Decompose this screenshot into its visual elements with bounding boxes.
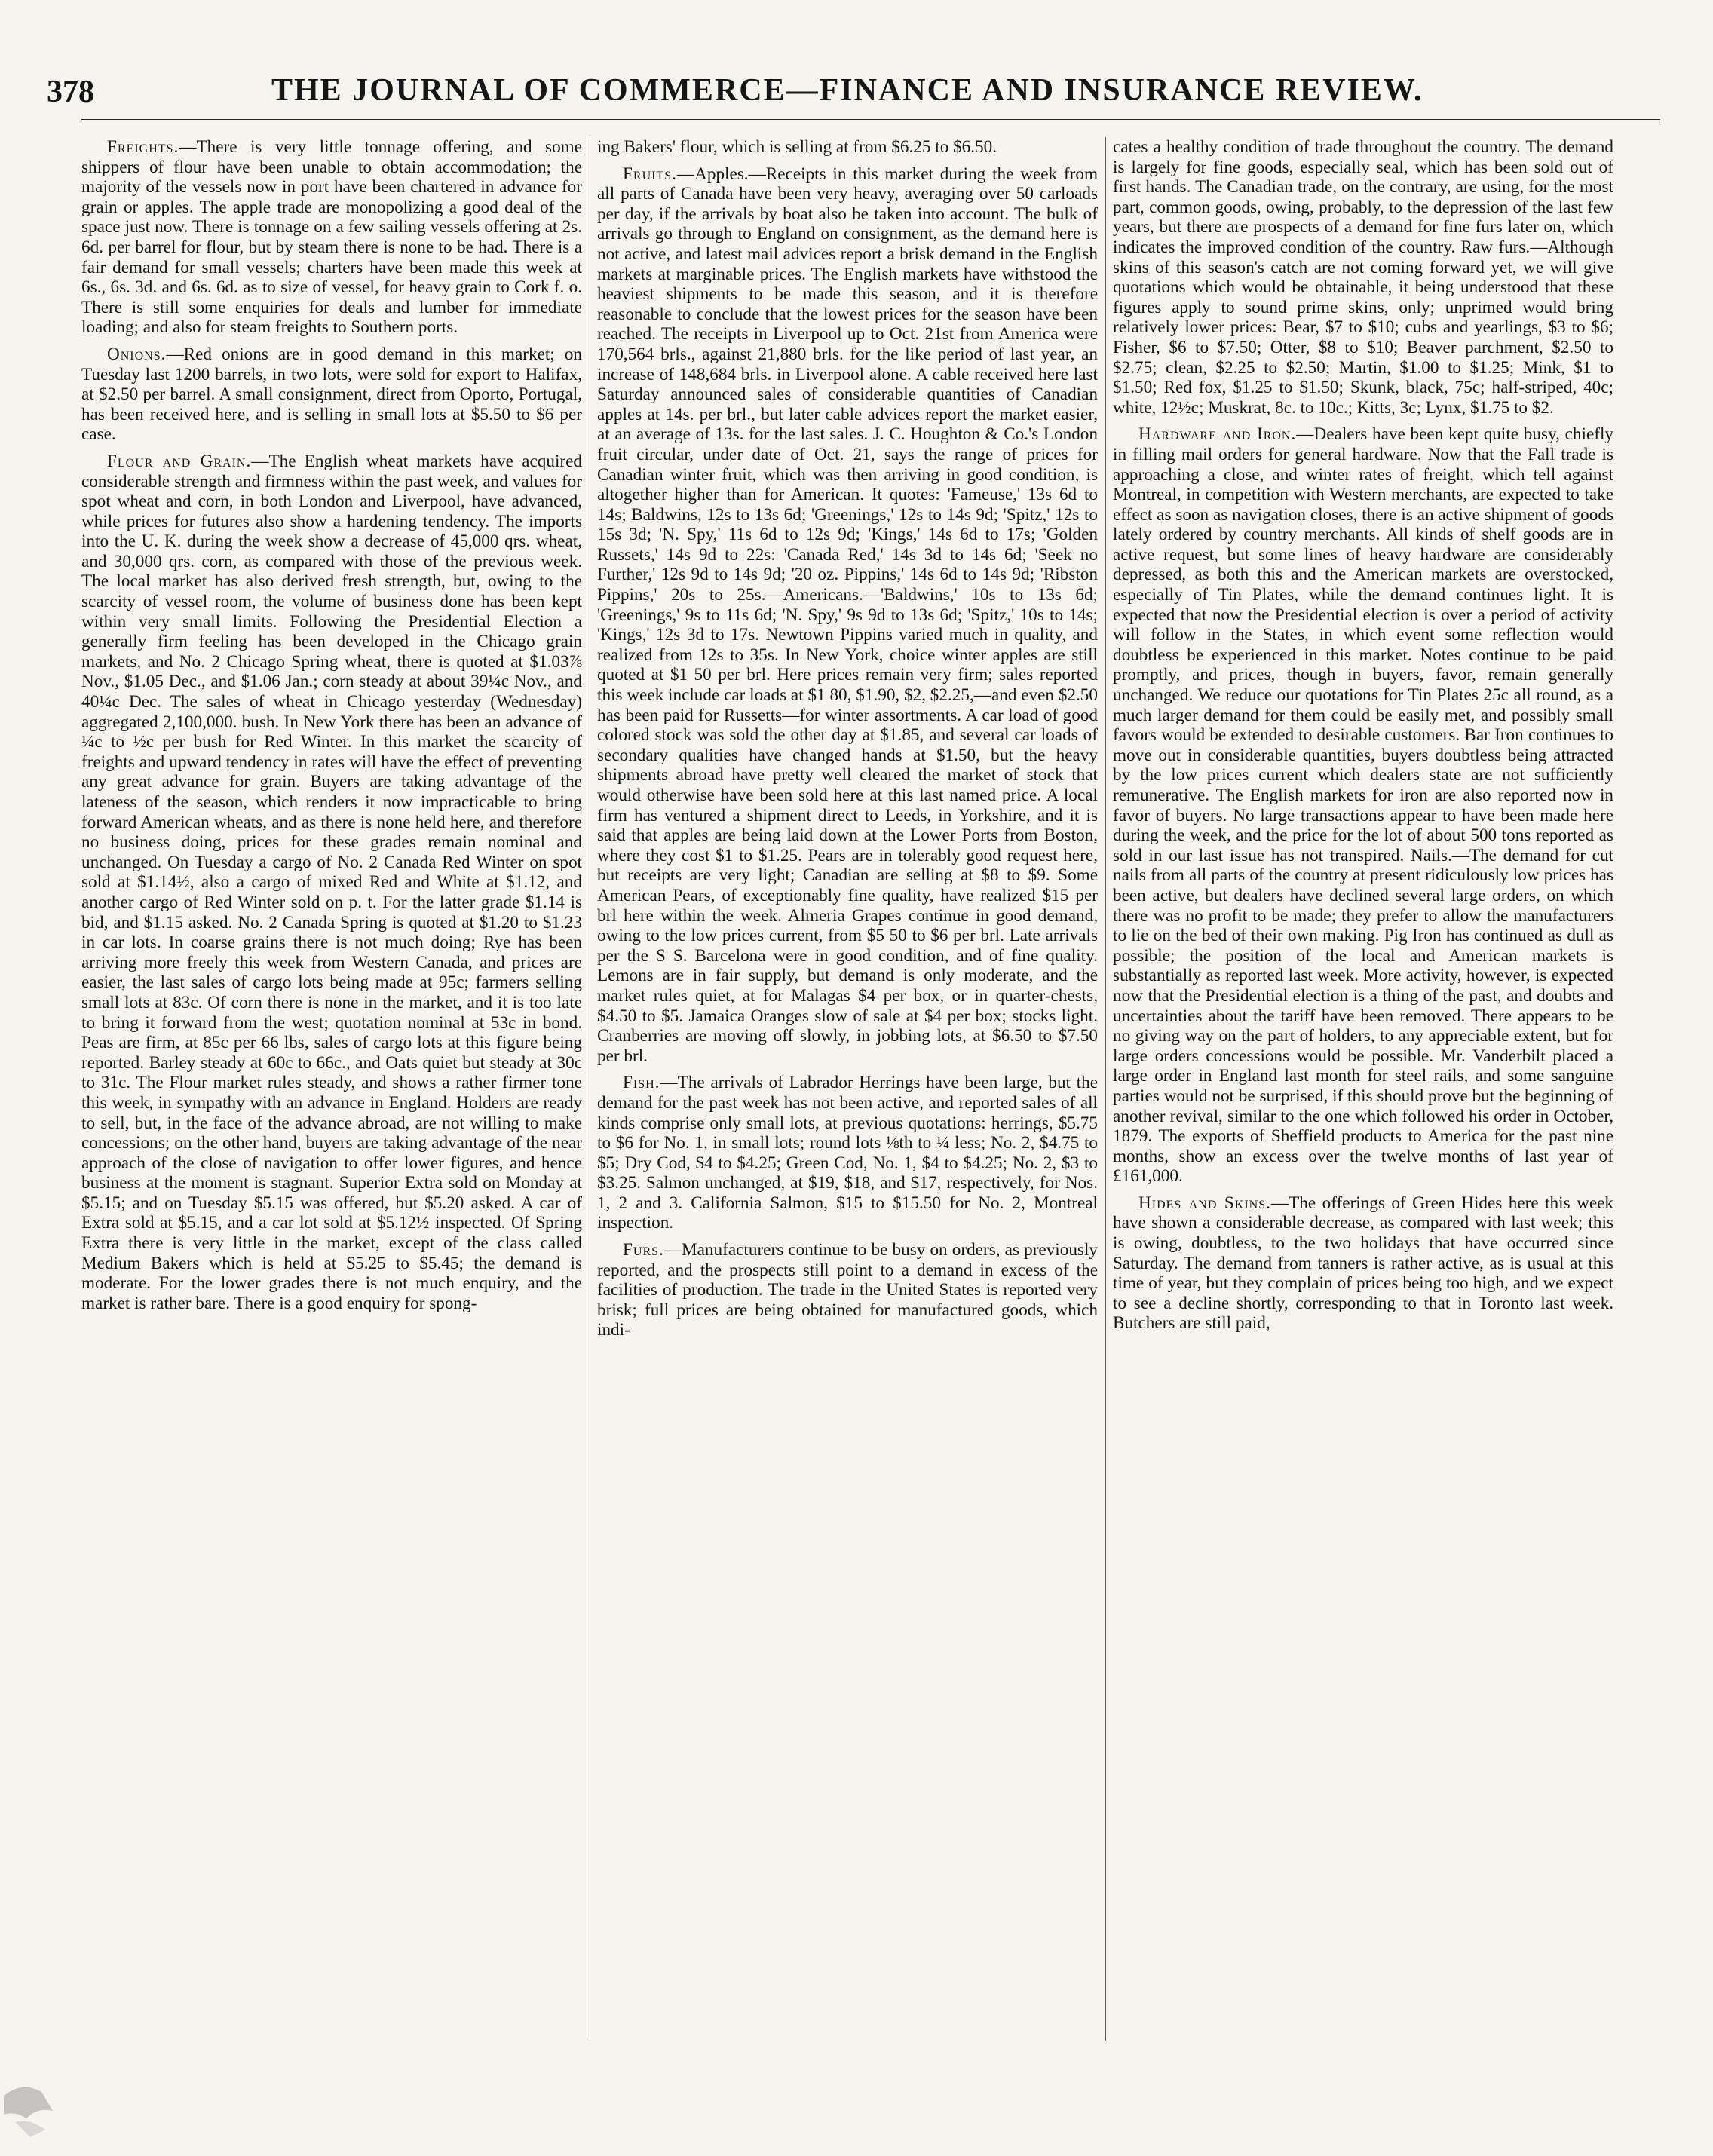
article-furs (597, 1240, 1098, 1340)
article-text: —The English wheat markets have acquired considerable strength and firmness within the past week, and values for spot wheat and corn, in both London and Liverpool, have advanced, while prices for futures also show a hardening tendency. The imports into the U. K. during the week show a decrease of 45,000 qrs. wheat, and 30,000 qrs. corn, as compared with those of the previous week. The local market has also derived fresh strength, but, owing to the scarcity of vessel room, the volume of business done has been kept within very small limits. Following the Presidential Election a generally firm feeling has been developed in the Chicago grain markets, and No. 2 Chicago Spring wheat, there is quoted at $1.03⅞ Nov., $1.05 Dec., and $1.06 Jan.; corn steady at about 39¼c Nov., and 40¼c Dec. The sales of wheat in Chicago yesterday (Wednesday) aggregated 2,100,000. bush. In New York there has been an advance of ¼c to ½c per bush for Red Winter. In this market the scarcity of freights and upward tendency in rates will have the effect of preventing any great advance for grain. Buyers are taking advantage of the lateness of the season, which renders it now impracticable to bring forward American wheats, and as there is none held here, and therefore no business doing, prices for these grades remain nominal and unchanged. On Tuesday a cargo of No. 2 Canada Red Winter on spot sold at $1.14½, also a cargo of mixed Red and White at $1.12, and another cargo of Red Winter sold on p. t. For the latter grade $1.14 is bid, and $1.15 asked. No. 2 Canada Spring is quoted at $1.20 to $1.23 in car lots. In coarse grains there is not much doing; Rye has been arriving more freely this week from Western Canada, and prices are easier, the last sales of cargo lots being made at 95c; farmers selling small lots at 83c. Of corn there is none in the market, and it is too late to bring it forward from the west; quotation nominal at 53c in bond. Peas are firm, at 85c per 66 lbs, sales of cargo lots at this figure being reported. Barley steady at 60c to 66c., and Oats quiet but steady at 30c to 31c. The Flour market rules steady, and shows a rather firmer tone this week, in sympathy with an advance in England. Holders are ready to sell, but, in the face of the advance abroad, are not willing to make concessions; on the other hand, buyers are taking advantage of the near approach of the close of navigation to offer lower figures, and hence business at the moment is stagnant. Superior Extra sold on Monday at $5.15; and on Tuesday $5.15 was offered, but $5.20 asked. A car of Extra sold at $5.15, and a car lot sold at $5.12½ inspected. Of Spring Extra there is very little in the market, except of the class called Medium Bakers which is held at $5.25 to $5.45; the demand is moderate. For the lower grades there is not much enquiry, and the market is rather bare. There is a good enquiry for spong- (81, 451, 582, 1313)
section-heading: Hardware and Iron. (1138, 424, 1297, 445)
journal-title: THE JOURNAL OF COMMERCE—FINANCE AND INSURANCE REVIEW. (271, 73, 1423, 108)
article-fruits (597, 164, 1098, 1067)
article-text: ing Bakers' flour, which is selling at from $6.25 to $6.50. (597, 137, 997, 157)
section-heading: Flour and Grain. (107, 451, 252, 471)
article-text: —The offerings of Green Hides here this week have shown a considerable decrease, as compared with last week; this is owing, doubtless, to the two holidays that have occurred since Saturday. The demand from tanners is rather active, as is usual at this time of year, but they complain of prices being too high, and we expect to see a decline shortly, corresponding to that in Toronto last week. Butchers are still paid, (1113, 1193, 1613, 1334)
column-3 (1113, 137, 1613, 2044)
article-freights (81, 137, 582, 338)
header-rule (81, 119, 1660, 121)
article-fish (597, 1073, 1098, 1233)
article-hides-and-skins (1113, 1193, 1613, 1334)
section-heading: Freights. (107, 137, 179, 157)
article-onions (81, 345, 582, 445)
article-text: —Red onions are in good demand in this market; on Tuesday last 1200 barrels, in two lots, were sold for export to Halifax, at $2.50 per barrel. A small consignment, direct from Oporto, Portugal, has been received here, and is selling in small lots at $5.50 to $6 per case. (81, 344, 582, 445)
section-heading: Onions. (107, 344, 167, 364)
ink-smudge (0, 2066, 90, 2141)
article-text: —Manufacturers continue to be busy on orders, as previously reported, and the prospects still point to a demand in excess of the facilities of production. The trade in the United States is reported very brisk; full prices are being obtained for manufactured goods, which indi- (597, 1240, 1098, 1340)
article-text: —There is very little tonnage offering, and some shippers of flour have been unable to obtain accommodation; the majority of the vessels now in port have been chartered in advance for grain or apples. The apple trade are monopolizing a good deal of the space just now. There is tonnage on a few sailing vessels offering at 2s. 6d. per barrel for flour, but by steam there is none to be had. There is a fair demand for small vessels; charters have been made this week at 6s., 6s. 3d. and 6s. 6d. as to size of vessel, for heavy grain to Cork f. o. There is still some enquiries for deals and lumber for immediate loading; and also for steam freights to Southern ports. (81, 137, 582, 338)
article-continuation (597, 137, 1098, 158)
section-heading: Hides and Skins. (1138, 1193, 1271, 1213)
column-1 (81, 137, 582, 2044)
article-text: —Dealers have been kept quite busy, chiefly in filling mail orders for general hardware. Now that the Fall trade is approaching a close, and winter rates of freight, which tell against Montreal, in competition with Western merchants, are expected to take effect as soon as navigation closes, there is an active shipment of goods lately ordered by country merchants. All kinds of shelf goods are in active request, but some lines of heavy hardware are considerably depressed, as both this and the American markets are overstocked, especially of Tin Plates, while the demand continues light. It is expected that now the Presidential election is over a period of activity will follow in the States, in which event some reflection would doubtless be experienced in this market. Notes continue to be paid promptly, and prices, though in buyers, favor, remain generally unchanged. We reduce our quotations for Tin Plates 25c all round, as a much larger demand for them could be easily met, and possibly small favors would be extended to desirable customers. Bar Iron continues to move out in considerable quantities, buyers doubtless being attracted by the low prices current which dealers state are not sufficiently remunerative. The English markets for iron are also reported now in favor of buyers. No large transactions appear to have been made here during the week, and the price for the lot of about 500 tons reported as sold in our last issue has not transpired. Nails.—The demand for cut nails from all parts of the country at present ridiculously low prices has been active, but dealers have declined several large orders, on which there was no profit to be made; they prefer to allow the manufacturers to lie on the bed of their own making. Pig Iron has continued as dull as possible; the position of the local and American markets is substantially as reported last week. More activity, however, is expected now that the Presidential election is a thing of the past, and doubts and uncertainties about the tariff have been removed. There appears to be no giving way on the part of holders, to any appreciable extent, but for large orders concessions would be possible. Mr. Vanderbilt placed a large order in England last month for steel rails, and some sanguine parties would not be surprised, if this should prove but the beginning of another revival, similar to the one which followed his order in October, 1879. The exports of Sheffield products to America for the past nine months, show an excess over the twelve months of last year of £161,000. (1113, 424, 1613, 1187)
section-heading: Furs. (623, 1240, 664, 1260)
section-heading: Fish. (623, 1073, 660, 1093)
section-heading: Fruits. (623, 164, 677, 184)
article-text: cates a healthy condition of trade throughout the country. The demand is largely for fine goods, especially seal, which has been sold out of first hands. The Canadian trade, on the contrary, are using, for the most part, common goods, owing, probably, to the depression of the last few years, but there are prospects of a demand for fine furs later on, which indicates the improved condition of the country. Raw furs.—Although skins of this season's catch are not coming forward yet, we will give quotations which would be obtainable, it being understood that these figures apply to sound prime skins, only; unprimed would bring relatively lower prices: Bear, $7 to $10; cubs and yearlings, $3 to $6; Fisher, $6 to $7.50; Otter, $8 to $10; Beaver parchment, $2.50 to $2.75; clean, $2.25 to $2.50; Martin, $1.00 to $1.25; Mink, $1 to $1.50; Red fox, $1.25 to $1.50; Skunk, black, 75c; half-striped, 40c; white, 12½c; Muskrat, 8c. to 10c.; Kitts, 3c; Lynx, $1.75 to $2. (1113, 137, 1613, 418)
article-hardware-and-iron (1113, 424, 1613, 1187)
article-flour-and-grain (81, 452, 582, 1314)
article-continuation (1113, 137, 1613, 418)
article-text: —Apples.—Receipts in this market during the week from all parts of Canada have been very heavy, averaging over 50 carloads per day, if the arrivals by boat also be taken into account. The bulk of arrivals go through to England on consignment, as the demand here is not active, and latest mail advices report a brisk demand in the English markets at marginable prices. The English markets have withstood the heaviest shipments to be made this season, and it is therefore reasonable to conclude that the lowest prices for the season have been reached. The receipts in Liverpool up to Oct. 21st from America were 170,564 brls., against 21,880 brls. for the like period of last year, an increase of 148,684 brls. in Liverpool alone. A cable received here last Saturday announced sales of considerable quantities of Canadian apples at 14s. per brl., but later cable advices report the market easier, at an average of 13s. for the last sales. J. C. Houghton & Co.'s London fruit circular, under date of Oct. 21, says the range of prices for Canadian winter fruit, which was then arriving in good condition, is altogether higher than for American. It quotes: 'Fameuse,' 13s 6d to 14s; Baldwins, 12s to 13s 6d; 'Greenings,' 12s to 14s 9d; 'Spitz,' 12s to 15s 3d; 'N. Spy,' 11s 6d to 12s 9d; 'Kings,' 14s 6d to 17s; 'Golden Russets,' 14s 9d to 22s: 'Canada Red,' 14s 3d to 14s 6d; 'Seek no Further,' 12s 9d to 14s 9d; '20 oz. Pippins,' 14s 6d to 14s 9d; 'Ribston Pippins,' 20s to 25s.—Americans.—'Baldwins,' 10s to 13s 6d; 'Greenings,' 9s to 11s 6d; 'N. Spy,' 9s 9d to 13s 6d; 'Spitz,' 10s to 14s; 'Kings,' 12s 3d to 17s. Newtown Pippins varied much in quality, and realized from 12s to 35s. In New York, choice winter apples are still quoted at $1 50 per brl. Here prices remain very firm; sales reported this week include car loads at $1 80, $1.90, $2, $2.25,—and even $2.50 has been paid for Russetts—for winter assortments. A car load of good colored stock was sold the other day at $1.85, and several car loads of secondary qualities have changed hands at $1.50, but the heavy shipments abroad have pretty well cleared the market of stock that would otherwise have been sold here at this last named price. A local firm has ventured a shipment direct to Leeds, in Yorkshire, and it is said that apples are being laid down at the Lower Ports from Boston, where they cost $1 to $1.25. Pears are in tolerably good request here, but receipts are very light; Canadian are selling at $8 to $9. Some American Pears, of exceptionably fine quality, have realized $15 per brl here within the week. Almeria Grapes continue in good demand, owing to the low prices current, from $5 50 to $6 per brl. Late arrivals per the S S. Barcelona were in good condition, and of fine quality. Lemons are in fair supply, but demand is only moderate, and the market rules quiet, at for Malagas $4 per box, or in quarter-chests, $4.50 to $5. Jamaica Oranges slow of sale at $4 per box; stocks light. Cranberries are moving off slowly, in jobbing lots, at $6.50 to $7.50 per brl. (597, 164, 1098, 1066)
column-divider (1105, 137, 1106, 2041)
page-number: 378 (47, 75, 94, 109)
article-text: —The arrivals of Labrador Herrings have been large, but the demand for the past week has not been active, and reported sales of all kinds comprise only small lots, at previous quotations: herrings, $5.75 to $6 for No. 1, in small lots; round lots ⅛th to ¼ less; No. 2, $4.75 to $5; Dry Cod, $4 to $4.25; Green Cod, No. 1, $4 to $4.25; No. 2, $3 to $3.25. Salmon unchanged, at $19, $18, and $17, respectively, for Nos. 1, 2 and 3. California Salmon, $15 to $15.50 for No. 2, Montreal inspection. (597, 1073, 1098, 1233)
column-2 (597, 137, 1098, 2044)
